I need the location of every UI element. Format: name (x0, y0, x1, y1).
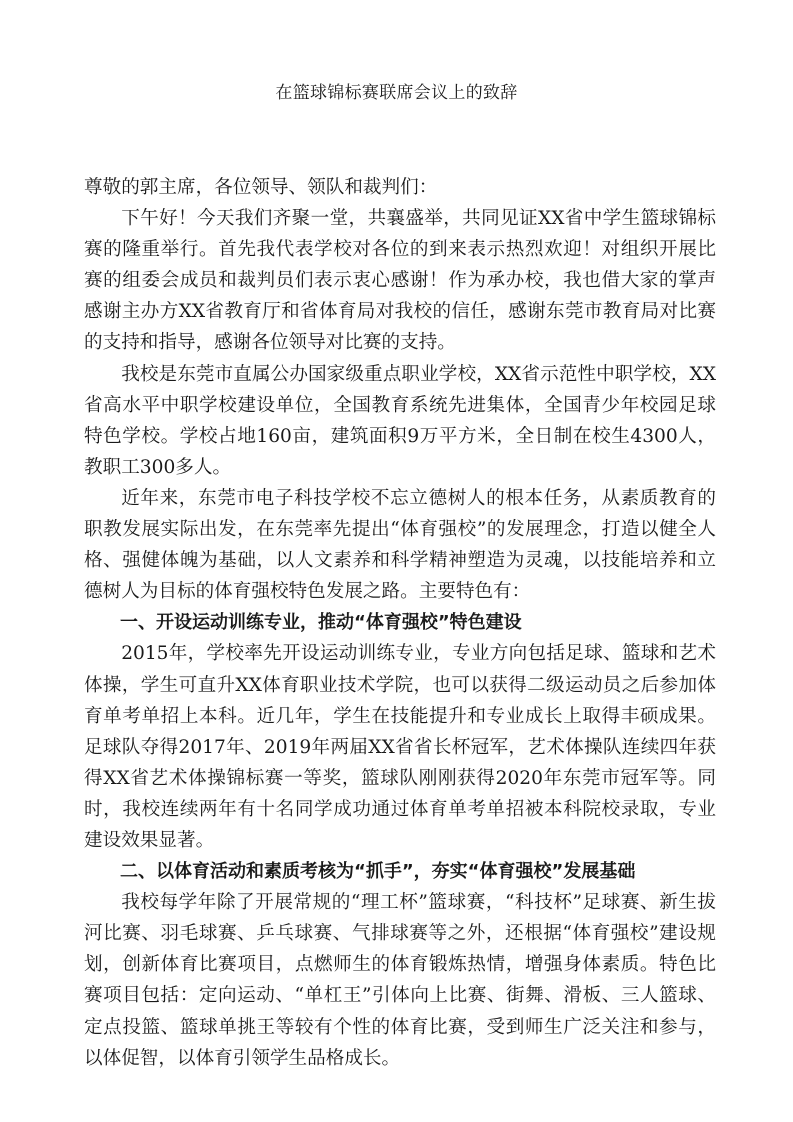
paragraph-development: 近年来，东莞市电子科技学校不忘立德树人的根本任务，从素质教育的职教发展实际出发，在东莞率先提出“体育强校”的发展理念，打造以健全人格、强健体魄为基础，以人文素养和科学精神塑造为灵魂，以技能培养和立德树人为目标的体育强校特色发展之路。主要特色有： (84, 487, 716, 603)
paragraph-school-intro: 我校是东莞市直属公办国家级重点职业学校，XX省示范性中职学校，XX省高水平中职学校建设单位，全国教育系统先进集体，全国青少年校园足球特色学校。学校占地160亩，建筑面积9万平方米，全日制在校生4300人，教职工300多人。 (84, 363, 716, 478)
paragraph-section-2: 我校每学年除了开展常规的“理工杯”篮球赛，“科技杯”足球赛、新生拔河比赛、羽毛球赛、乒乓球赛、气排球赛等之外，还根据“体育强校”建设规划，创新体育比赛项目，点燃师生的体育锻炼热情，增强身体素质。特色比赛项目包括：定向运动、“单杠王”引体向上比赛、街舞、滑板、三人篮球、定点投篮、篮球单挑王等较有个性的体育比赛，受到师生广泛关注和参与，以体促智，以体育引领学生品格成长。 (84, 892, 716, 1069)
paragraph-section-1: 2015年，学校率先开设运动训练专业，专业方向包括足球、篮球和艺术体操，学生可直升XX体育职业技术学院，也可以获得二级运动员之后参加体育单考单招上本科。近几年，学生在技能提升和专业成长上取得丰硕成果。足球队夺得2017年、2019年两届XX省省长杯冠军，艺术体操队连续四年获得XX省艺术体操锦标赛一等奖，篮球队刚刚获得2020年东莞市冠军等。同时，我校连续两年有十名同学成功通过体育单考单招被本科院校录取，专业建设效果显著。 (84, 643, 716, 851)
document-body (84, 172, 716, 1074)
paragraph-greeting: 下午好！今天我们齐聚一堂，共襄盛举，共同见证XX省中学生篮球锦标赛的隆重举行。首先我代表学校对各位的到来表示热烈欢迎！对组织开展比赛的组委会成员和裁判员们表示衷心感谢！作为承办校，我也借大家的掌声感谢主办方XX省教育厅和省体育局对我校的信任，感谢东莞市教育局对比赛的支持和指导，感谢各位领导对比赛的支持。 (84, 208, 716, 354)
document-title: 在篮球锦标赛联席会议上的致辞 (275, 83, 518, 103)
salutation: 尊敬的郭主席，各位领导、领队和裁判们： (84, 177, 438, 198)
section-heading-1: 一、开设运动训练专业，推动“体育强校”特色建设 (120, 612, 522, 634)
section-heading-2: 二、以体育活动和素质考核为“抓手”，夯实“体育强校”发展基础 (120, 861, 636, 883)
